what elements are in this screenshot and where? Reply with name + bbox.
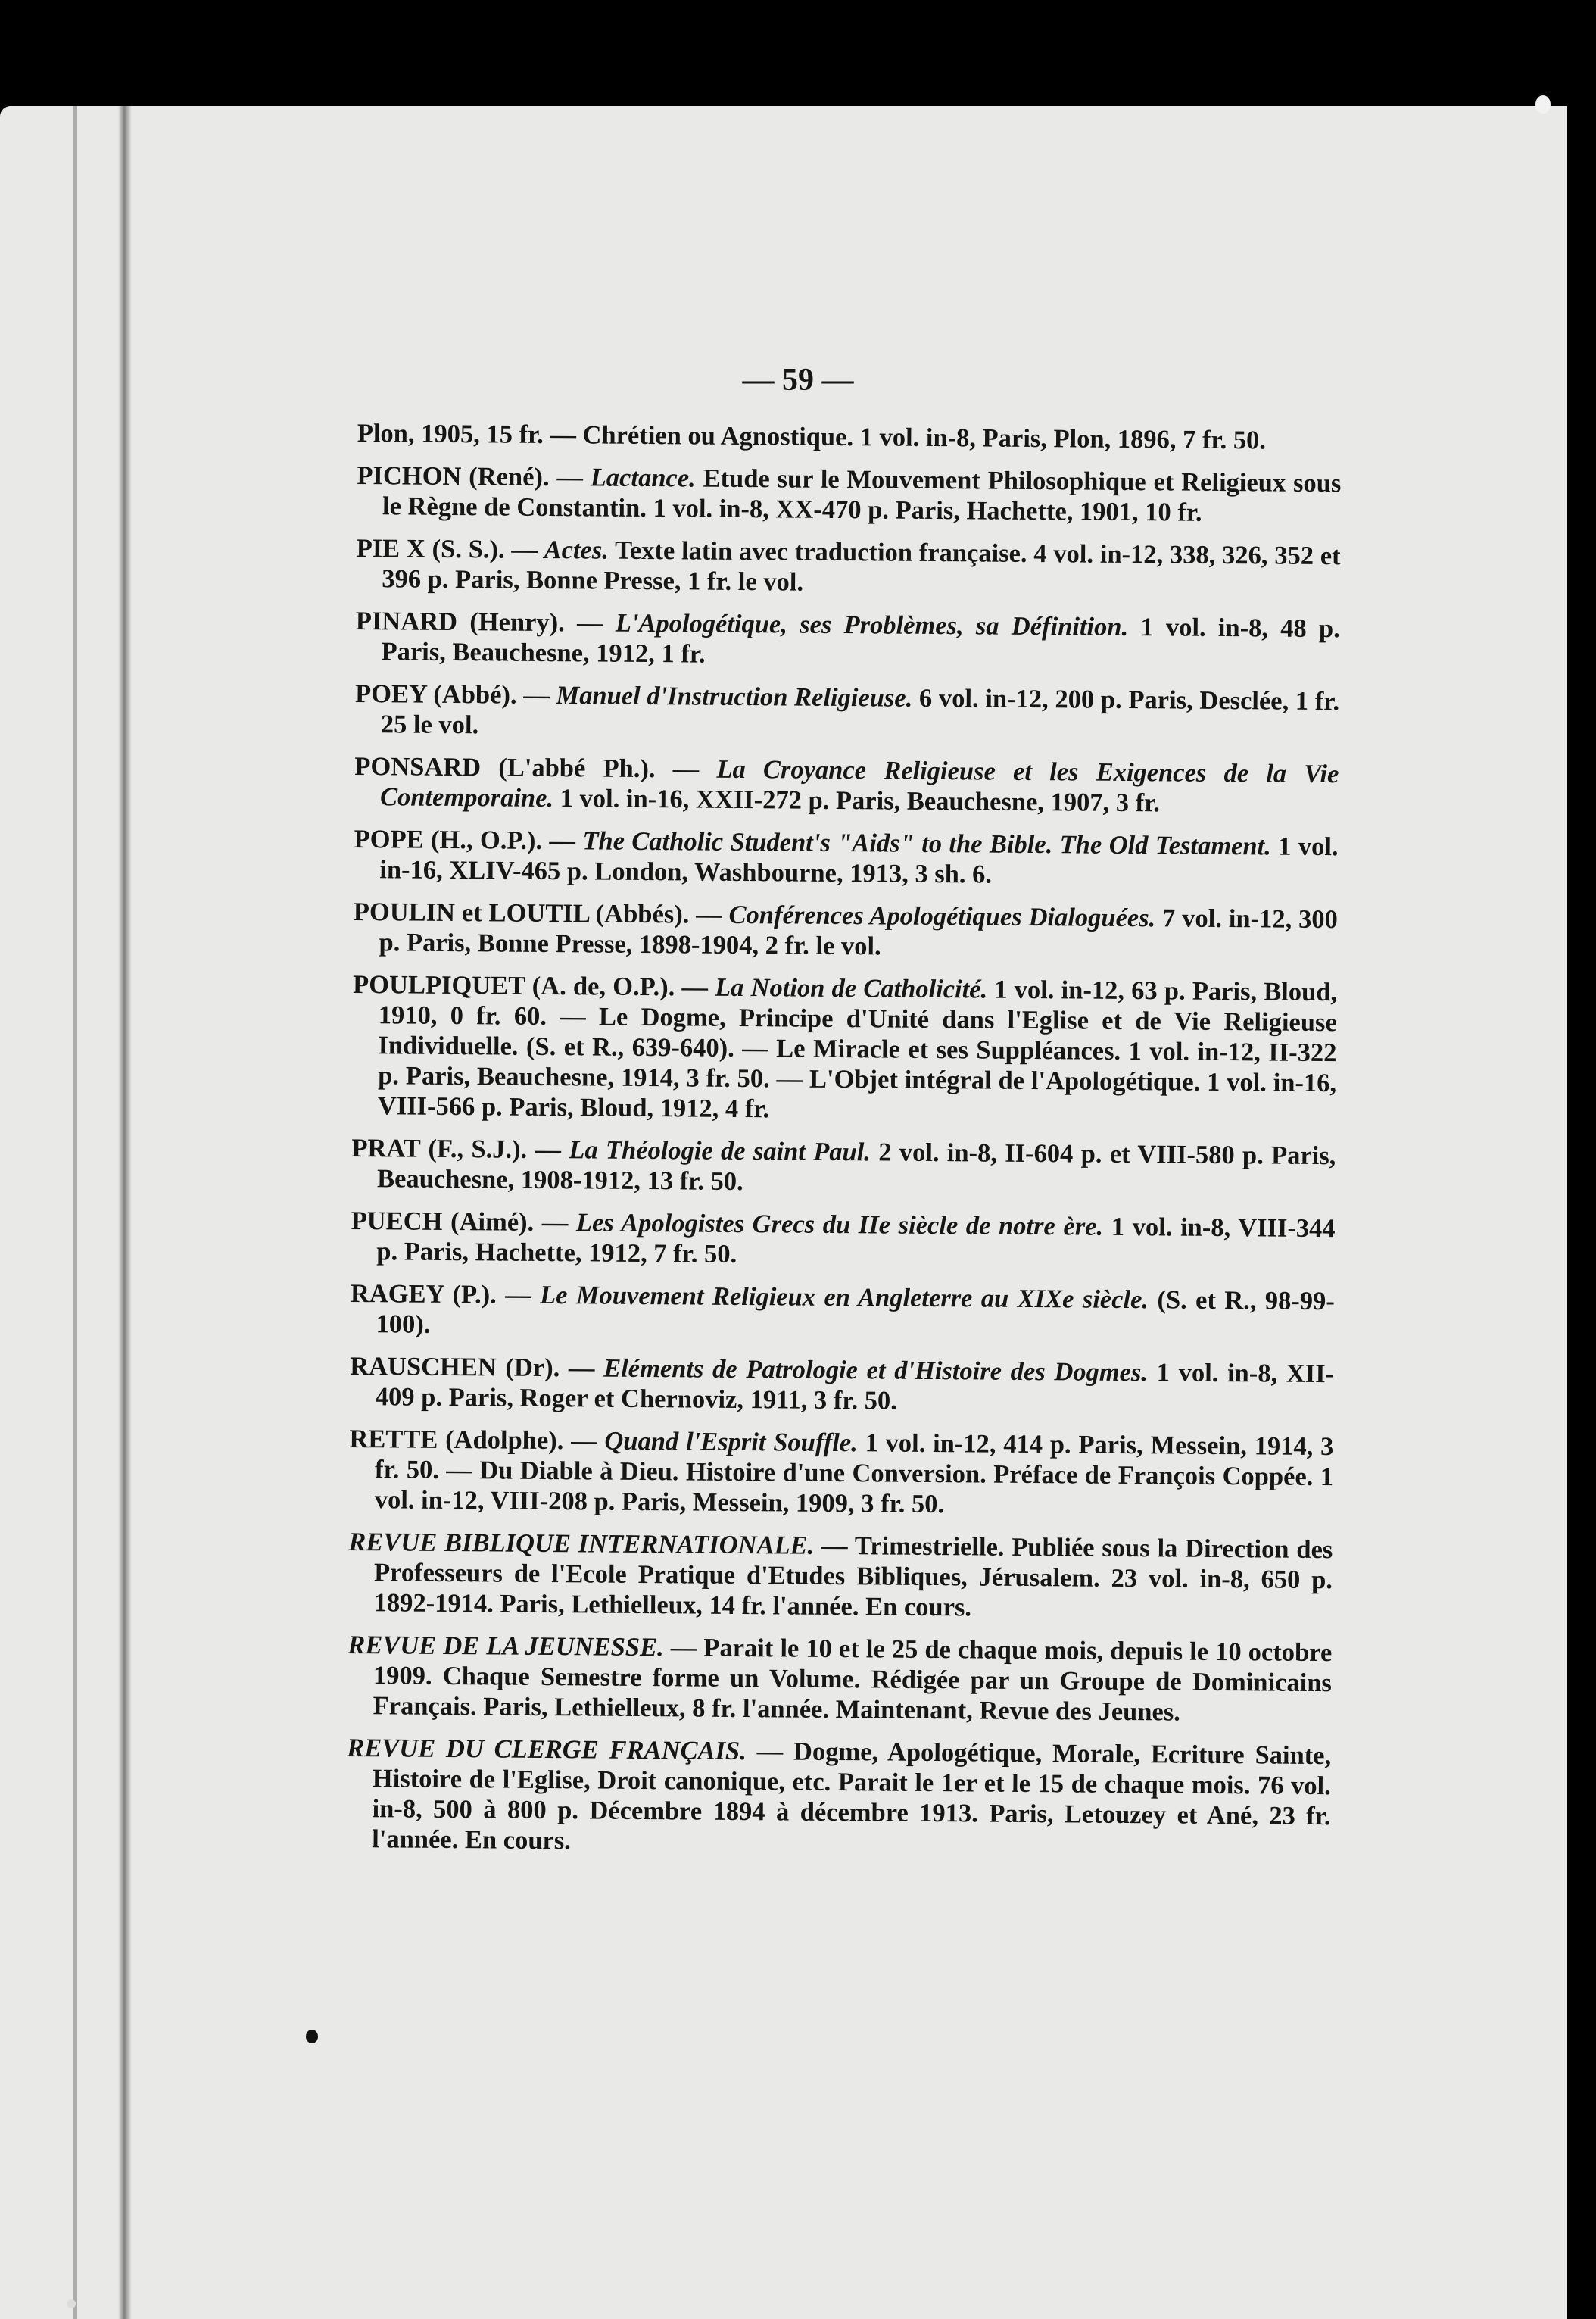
bibliography-entry	[353, 897, 1338, 965]
entry-title: REVUE DE LA JEUNESSE.	[348, 1630, 664, 1662]
entry-author: RAGEY (P.). —	[350, 1278, 541, 1309]
entry-details: — Parait le 10 et le 25 de chaque mois, depuis le 10 octobre 1909. Chaque Semestre forme un Volume. Rédigée par un Groupe de Dominicains Français. Paris, Lethielleux, 8 fr. l'année. Maintenant, Revue des Jeunes.	[373, 1633, 1333, 1727]
bibliography-entry	[350, 1278, 1335, 1347]
entry-author: RETTE (Adolphe). —	[349, 1424, 605, 1456]
entry-title: La Notion de Catholicité.	[715, 972, 988, 1004]
bibliography-entry	[347, 1630, 1332, 1728]
entry-details: Texte latin avec traduction française. 4 vol. in-12, 338, 326, 352 et 396 p. Paris, Bonne Presse, 1 fr. le vol.	[382, 535, 1341, 597]
entry-title: Lactance.	[590, 463, 696, 493]
entry-title: Les Apologistes Grecs du IIe siècle de notre ère.	[575, 1208, 1104, 1241]
entry-details: 7 vol. in-12, 300 p. Paris, Bonne Presse, 1898-1904, 2 fr. le vol.	[379, 904, 1338, 961]
entry-details: 1 vol. in-12, 63 p. Paris, Bloud, 1910, 0 fr. 60. — Le Dogme, Principe d'Unité dans l'Eglise et de Vie Religieuse Individuelle. (S. et R., 639-640). — Le Miracle et ses Suppléances. 1 vol. in-12, II-322 p. Paris, Beauchesne, 1914, 3 fr. 50. — L'Objet intégral de l'Apologétique. 1 vol. in-16, VIII-566 p. Paris, Bloud, 1912, 4 fr.	[377, 975, 1338, 1124]
page-number: — 59 —	[742, 363, 854, 398]
entry-title: Le Mouvement Religieux en Angleterre au XIXe siècle.	[539, 1280, 1149, 1315]
entry-title: Manuel d'Instruction Religieuse.	[556, 681, 913, 713]
entry-title: Quand l'Esprit Souffle.	[604, 1426, 858, 1458]
entry-author: RAUSCHEN (Dr). —	[350, 1351, 604, 1383]
bibliography-entry	[354, 751, 1339, 819]
bibliography-entry	[350, 1351, 1335, 1419]
scan-speck-corner	[67, 2299, 76, 2308]
entry-details: — Trimestrielle. Publiée sous la Direction des Professeurs de l'Ecole Pratique d'Etudes Bibliques, Jérusalem. 23 vol. in-8, 650 p. 1892-1914. Paris, Lethielleux, 14 fr. l'année. En cours.	[373, 1531, 1333, 1622]
entry-author: PINARD (Henry). —	[355, 606, 616, 638]
entry-author: POULIN et LOUTIL (Abbés). —	[353, 897, 729, 929]
ink-blot	[306, 2030, 318, 2043]
entry-author: POEY (Abbé). —	[354, 679, 556, 710]
bibliography-entry	[352, 969, 1338, 1128]
entry-details: 1 vol. in-8, VIII-344 p. Paris, Hachette, 1912, 7 fr. 50.	[376, 1212, 1336, 1269]
entry-details: 6 vol. in-12, 200 p. Paris, Desclée, 1 fr. 25 le vol.	[380, 683, 1340, 740]
bibliography-entry	[355, 679, 1340, 747]
entry-details: (S. et R., 98-99-100).	[376, 1285, 1336, 1339]
page-fold-shadow	[73, 106, 77, 2319]
entry-title: Eléments de Patrologie et d'Histoire des Dogmes.	[603, 1353, 1149, 1387]
entry-details: 1 vol. in-8, 48 p. Paris, Beauchesne, 1912, 1 fr.	[381, 613, 1340, 669]
entry-details: 2 vol. in-8, II-604 p. et VIII-580 p. Paris, Beauchesne, 1908-1912, 13 fr. 50.	[376, 1138, 1336, 1197]
entry-author: PICHON (René). —	[357, 460, 591, 492]
entry-title: L'Apologétique, ses Problèmes, sa Définition.	[615, 608, 1129, 642]
entry-author: POULPIQUET (A. de, O.P.). —	[352, 969, 715, 1002]
entry-details: — Dogme, Apologétique, Morale, Ecriture Sainte, Histoire de l'Eglise, Droit canonique, etc. Parait le 1er et le 15 de chaque mois. 76 vol. in-8, 500 à 800 p. Décembre 1894 à décembre 1913. Paris, Letouzey et Ané, 23 fr. l'année. En cours.	[372, 1737, 1332, 1856]
entry-title: REVUE BIBLIQUE INTERNATIONALE.	[348, 1527, 815, 1560]
bibliography-entry	[357, 460, 1342, 529]
bibliography-entry	[349, 1424, 1334, 1522]
bibliography-list	[346, 418, 1342, 1874]
bibliography-entry	[356, 533, 1341, 601]
entry-details: Etude sur le Mouvement Philosophique et Religieux sous le Règne de Constantin. 1 vol. in-8, XX-470 p. Paris, Hachette, 1901, 10 fr.	[382, 463, 1342, 527]
entry-details: 1 vol. in-8, XII-409 p. Paris, Roger et Chernoviz, 1911, 3 fr. 50.	[375, 1358, 1335, 1415]
entry-author: PONSARD (L'abbé Ph.). —	[354, 751, 717, 784]
entry-author: PUECH (Aimé). —	[351, 1206, 577, 1238]
entry-title: Conférences Apologétiques Dialoguées.	[728, 900, 1156, 933]
entry-title: REVUE DU CLERGE FRANÇAIS.	[347, 1733, 747, 1766]
bibliography-entry	[346, 1733, 1331, 1862]
bibliography-entry	[351, 1206, 1336, 1274]
entry-title: La Théologie de saint Paul.	[569, 1135, 871, 1167]
entry-details: Plon, 1905, 15 fr. — Chrétien ou Agnostique. 1 vol. in-8, Paris, Plon, 1896, 7 fr. 50.	[357, 418, 1267, 455]
entry-author: PIE X (S. S.). —	[356, 533, 544, 564]
bibliography-entry	[354, 824, 1339, 892]
entry-details: 1 vol. in-16, XXII-272 p. Paris, Beauchesne, 1907, 3 fr.	[553, 784, 1161, 818]
entry-title: The Catholic Student's "Aids" to the Bible. The Old Testament.	[582, 826, 1271, 861]
entry-title: La Croyance Religieuse et les Exigences de la Vie Contemporaine.	[379, 754, 1339, 813]
bibliography-entry	[351, 1133, 1336, 1201]
entry-author: PRAT (F., S.J.). —	[351, 1133, 569, 1165]
scan-speck	[1535, 95, 1551, 114]
entry-details: 1 vol. in-16, XLIV-465 p. London, Washbourne, 1913, 3 sh. 6.	[379, 832, 1339, 889]
entry-details: 1 vol. in-12, 414 p. Paris, Messein, 1914, 3 fr. 50. — Du Diable à Dieu. Histoire d'une Conversion. Préface de François Coppée. 1 vol. in-12, VIII-208 p. Paris, Messein, 1909, 3 fr. 50.	[374, 1428, 1334, 1519]
bibliography-entry	[355, 606, 1340, 674]
bibliography-entry	[348, 1527, 1333, 1625]
entry-title: Actes.	[544, 535, 609, 565]
binding-shadow	[118, 106, 132, 2319]
entry-author: POPE (H., O.P.). —	[354, 824, 583, 856]
